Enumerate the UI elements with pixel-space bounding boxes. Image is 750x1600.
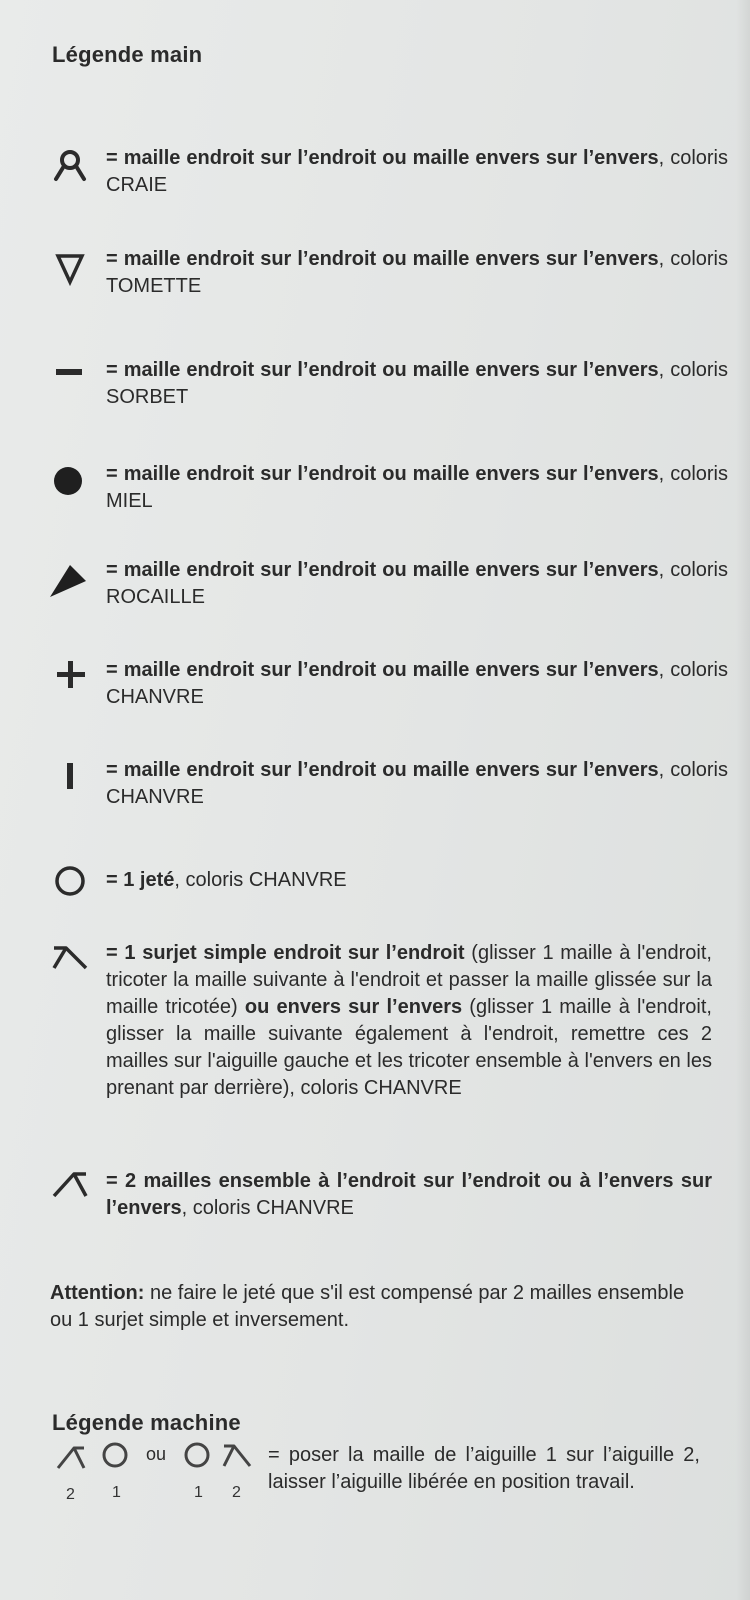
- machine-legend-entry: [50, 1440, 750, 1560]
- legend-entry-text: = 1 surjet simple endroit sur l’endroit (glisser 1 maille à l'endroit, tricoter la maille suivante à l'endroit et passer la maille glissée sur la maille tricotée) ou envers sur l’envers (glisser 1 maille à l'endroit, glisser la maille suivante également à l'endroit, remettre ces 2 mailles sur l'aiguille gauche et les tricoter ensemble à l'envers en les prenant par derrière), coloris CHANVRE: [106, 942, 712, 1099]
- vertical-bar-icon: [50, 757, 90, 797]
- legend-entry-text: = maille endroit sur l’endroit ou maille envers sur l’envers, coloris TOMETTE: [106, 248, 729, 297]
- page-edge-shadow: [736, 0, 750, 1600]
- filled-circle-icon: [50, 459, 90, 499]
- left-decrease-icon: [54, 1440, 88, 1474]
- left-decrease-icon: [50, 1162, 90, 1202]
- hand-legend-title: Légende main: [52, 42, 203, 67]
- legend-entry-text: = maille endroit sur l’endroit ou maille envers sur l’envers, coloris CHANVRE: [106, 759, 729, 808]
- machine-legend-text: = poser la maille de l’aiguille 1 sur l’aiguille 2, laisser l’aiguille libérée en position travail.: [268, 1444, 700, 1493]
- legend-entry-text: = maille endroit sur l’endroit ou maille envers sur l’envers, coloris CHANVRE: [106, 659, 729, 708]
- right-decrease-icon: [50, 934, 90, 974]
- needle-number: 1: [112, 1484, 121, 1501]
- legend-entry-text: = maille endroit sur l’endroit ou maille envers sur l’envers, coloris ROCAILLE: [106, 559, 729, 608]
- triangle-outline-icon: [50, 248, 90, 288]
- needle-number: 2: [232, 1484, 241, 1501]
- legend-entry-text: = 1 jeté, coloris CHANVRE: [106, 869, 347, 891]
- attention-note: Attention: ne faire le jeté que s'il est compensé par 2 mailles ensemble ou 1 surjet simple et inversement.: [50, 1282, 685, 1331]
- loop-stitch-icon: [50, 147, 90, 187]
- legend-entry-text: = maille endroit sur l’endroit ou maille envers sur l’envers, coloris CRAIE: [106, 147, 729, 196]
- open-circle-icon: [98, 1438, 132, 1472]
- dash-icon: [50, 351, 90, 391]
- filled-triangle-icon: [50, 561, 90, 601]
- or-label: ou: [146, 1444, 167, 1464]
- open-circle-icon: [180, 1438, 214, 1472]
- plus-icon: [50, 657, 90, 697]
- right-decrease-icon: [220, 1438, 254, 1472]
- legend-entry-text: = 2 mailles ensemble à l’endroit sur l’endroit ou à l’envers sur l’envers, coloris CHANVRE: [106, 1170, 712, 1219]
- needle-number: 1: [194, 1484, 203, 1501]
- legend-entry-text: = maille endroit sur l’endroit ou maille envers sur l’envers, coloris MIEL: [106, 463, 729, 512]
- machine-legend-title: Légende machine: [52, 1410, 241, 1435]
- needle-number: 2: [66, 1486, 75, 1503]
- legend-entry-text: = maille endroit sur l’endroit ou maille envers sur l’envers, coloris SORBET: [106, 359, 729, 408]
- open-circle-icon: [50, 859, 90, 899]
